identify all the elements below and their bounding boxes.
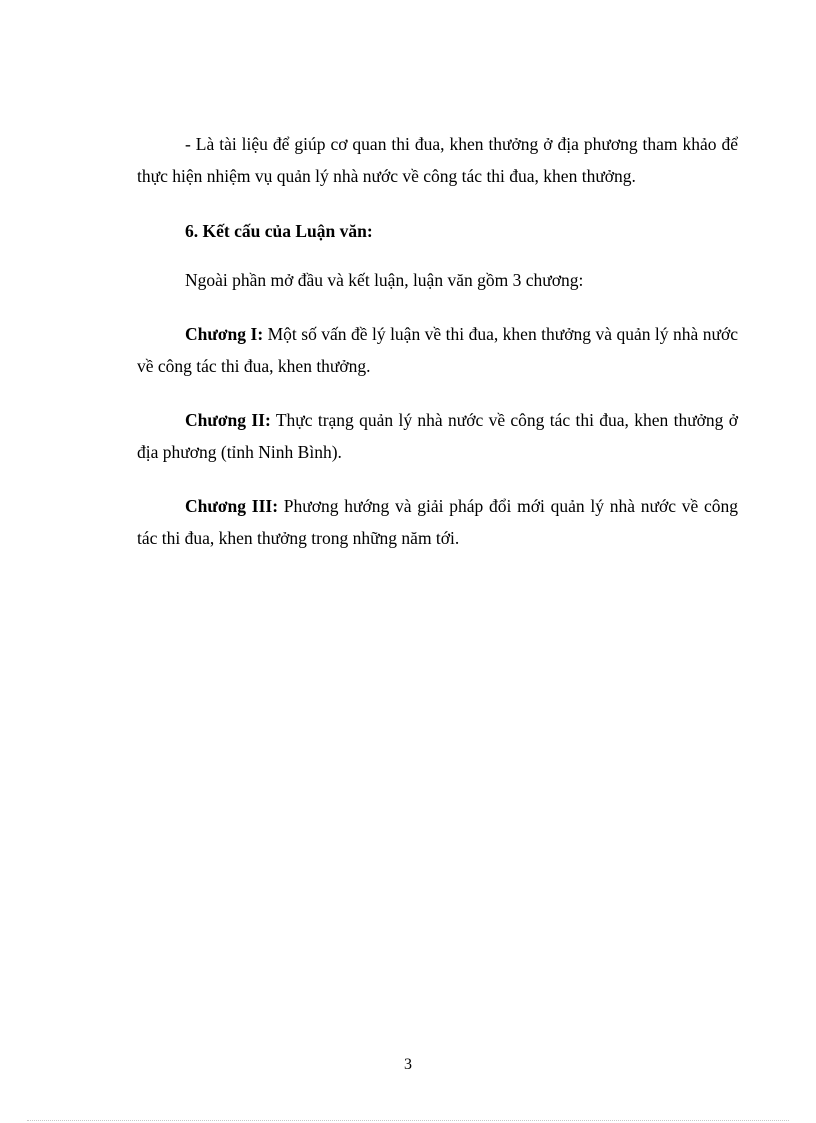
chapter-3-label: Chương III:: [185, 496, 279, 516]
chapter-2-paragraph: [137, 404, 738, 468]
document-body: [137, 128, 738, 554]
chapter-2-label: Chương II:: [185, 410, 271, 430]
chapter-1-text: Một số vấn đề lý luận về thi đua, khen thưởng và quản lý nhà nước về công tác thi đua, khen thưởng.: [137, 324, 738, 376]
section-overview: Ngoài phần mở đầu và kết luận, luận văn gồm 3 chương:: [185, 270, 584, 290]
section-heading: 6. Kết cấu của Luận văn:: [185, 221, 373, 241]
chapter-1-label: Chương I:: [185, 324, 264, 344]
chapter-2-text: Thực trạng quản lý nhà nước về công tác thi đua, khen thưởng ở địa phương (tỉnh Ninh Bình).: [137, 410, 739, 462]
chapter-1-paragraph: [137, 318, 738, 382]
intro-paragraph: - Là tài liệu để giúp cơ quan thi đua, khen thưởng ở địa phương tham khảo để thực hiện nhiệm vụ quản lý nhà nước về công tác thi đua, khen thưởng.: [137, 134, 738, 186]
chapter-3-paragraph: [137, 490, 738, 554]
page-bottom-divider: [27, 1120, 789, 1121]
page-number: 3: [404, 1056, 412, 1073]
chapter-3-text: Phương hướng và giải pháp đổi mới quản lý nhà nước về công tác thi đua, khen thưởng trong những năm tới.: [137, 496, 739, 548]
